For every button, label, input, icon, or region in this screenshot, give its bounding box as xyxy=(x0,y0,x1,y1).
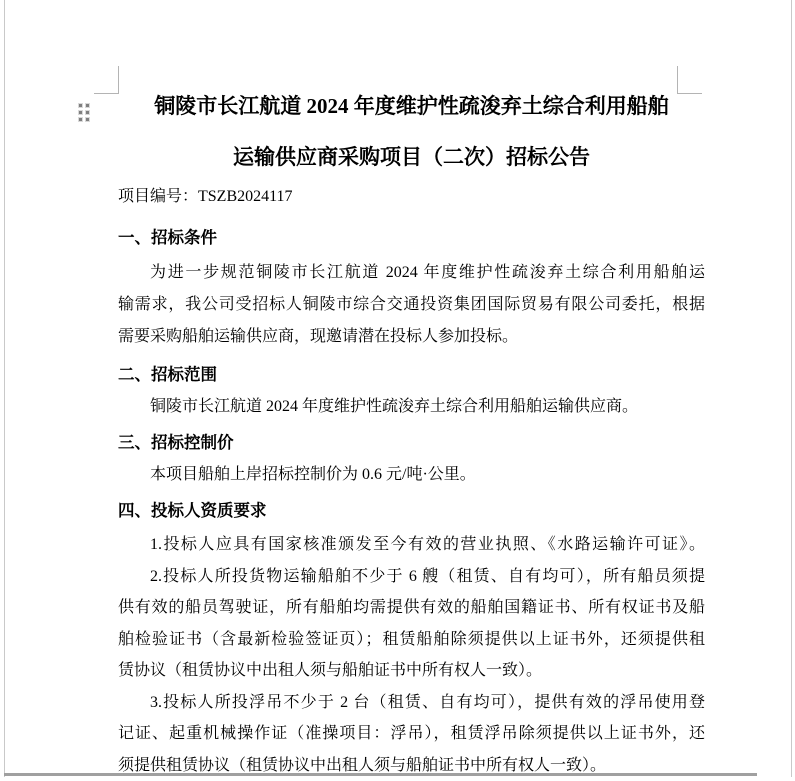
margin-corner-mark-top-left xyxy=(94,66,119,94)
page-edge-right xyxy=(791,0,792,777)
handle-dot xyxy=(86,111,89,114)
section-3 xyxy=(118,427,705,491)
text-line: 需要采购船舶运输供应商，现邀请潜在投标人参加投标。 xyxy=(118,321,705,353)
text-line: 本项目船舶上岸招标控制价为 0.6 元/吨·公里。 xyxy=(118,459,705,491)
section-heading: 一、招标条件 xyxy=(118,222,705,254)
handle-dot xyxy=(79,111,82,114)
section-heading: 三、招标控制价 xyxy=(118,427,705,459)
section-1 xyxy=(118,222,705,353)
page-edge-left xyxy=(4,0,5,777)
title-line-2: 运输供应商采购项目（二次）招标公告 xyxy=(118,132,705,183)
title-line-1: 铜陵市长江航道 2024 年度维护性疏浚弃土综合利用船舶 xyxy=(118,81,705,132)
handle-dot xyxy=(86,118,89,121)
text-line: 3.投标人所投浮吊不少于 2 台（租赁、自有均可），提供有效的浮吊使用登 xyxy=(118,687,705,719)
text-line: 舶检验证书（含最新检验签证页）；租赁船舶除须提供以上证书外，还须提供租 xyxy=(118,624,705,656)
text-line: 赁协议（租赁协议中出租人须与船舶证书中所有权人一致）。 xyxy=(118,655,705,687)
text-line: 2.投标人所投货物运输船舶不少于 6 艘（租赁、自有均可），所有船员须提 xyxy=(118,561,705,593)
text-line: 输需求，我公司受招标人铜陵市综合交通投资集团国际贸易有限公司委托，根据 xyxy=(118,289,705,321)
project-number: 项目编号：TSZB2024117 xyxy=(118,183,705,211)
drag-handle-icon[interactable] xyxy=(79,104,89,121)
section-heading: 四、投标人资质要求 xyxy=(118,495,705,527)
section-4 xyxy=(118,495,705,781)
sections xyxy=(118,222,705,781)
text-line: 1.投标人应具有国家核准颁发至今有效的营业执照、《水路运输许可证》。 xyxy=(118,529,705,561)
document-title xyxy=(118,81,705,183)
document-body xyxy=(118,0,705,781)
text-line: 记证、起重机械操作证（准操项目：浮吊），租赁浮吊除须提供以上证书外，还 xyxy=(118,718,705,750)
handle-dot xyxy=(79,118,82,121)
section-2 xyxy=(118,359,705,423)
text-line: 为进一步规范铜陵市长江航道 2024 年度维护性疏浚弃土综合利用船舶运 xyxy=(118,257,705,289)
text-line: 铜陵市长江航道 2024 年度维护性疏浚弃土综合利用船舶运输供应商。 xyxy=(118,391,705,423)
text-line: 须提供租赁协议（租赁协议中出租人须与船舶证书中所有权人一致）。 xyxy=(118,750,705,781)
section-heading: 二、招标范围 xyxy=(118,359,705,391)
handle-dot xyxy=(86,104,89,107)
handle-dot xyxy=(79,104,82,107)
text-line: 供有效的船员驾驶证，所有船舶均需提供有效的船舶国籍证书、所有权证书及船 xyxy=(118,592,705,624)
